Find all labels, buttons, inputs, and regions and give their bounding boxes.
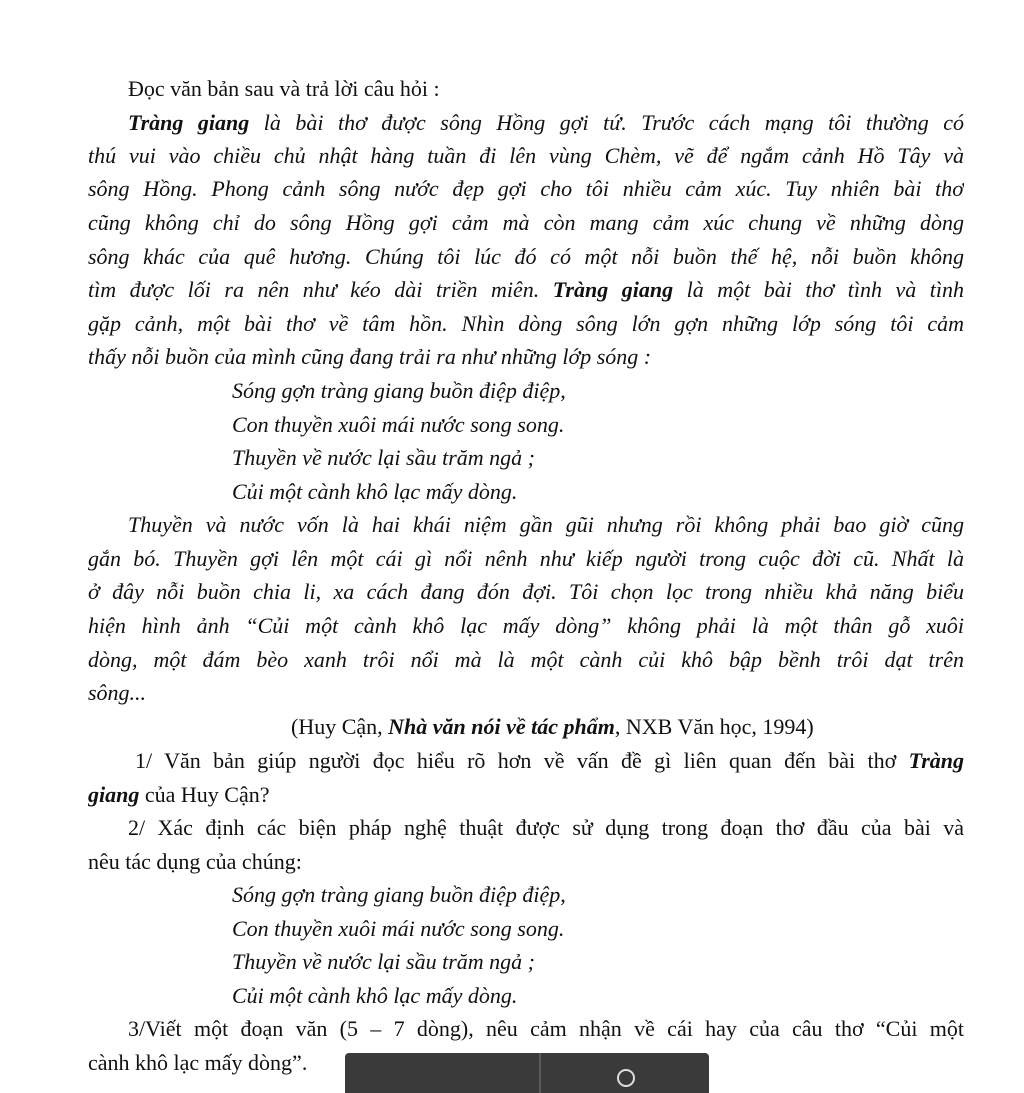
quote2-line-2: gắn bó. Thuyền gợi lên một cái gì nổi nênh như kiếp người trong cuộc đời cũ. Nhất là [88, 546, 964, 571]
source-citation [291, 710, 814, 743]
poem-title-bold: Tràng giang [552, 277, 674, 302]
quote-line-8: thấy nỗi buồn của mình cũng đang trải ra như những lớp sóng : [88, 344, 652, 369]
poem-line-3: Thuyền về nước lại sầu trăm ngả ; [232, 445, 535, 470]
question-1-line-2 [88, 778, 964, 811]
quote-line-1 [128, 106, 964, 139]
question-2-line-2: nêu tác dụng của chúng: [88, 849, 302, 874]
quote-text: là bài thơ được sông Hồng gợi tứ. Trước cách mạng tôi thường có [249, 110, 964, 135]
quote-line-2: thú vui vào chiều chủ nhật hàng tuần đi lên vùng Chèm, vẽ để ngắm cảnh Hồ Tây và [88, 143, 964, 168]
quote-text: là một bài thơ tình và tình [673, 277, 964, 302]
poem-title-bold: Tràng [908, 748, 964, 773]
quote-line-5: sông khác của quê hương. Chúng tôi lúc đó có một nỗi buồn thế hệ, nỗi buồn không [88, 244, 964, 269]
source-book-title: Nhà văn nói về tác phẩm [388, 714, 615, 739]
source-publisher: , NXB Văn học, 1994) [614, 714, 814, 739]
question-3-line-1: 3/Viết một đoạn văn (5 – 7 dòng), nêu cảm nhận về cái hay của câu thơ “Củi một [128, 1016, 964, 1041]
quote-line-6 [88, 273, 964, 306]
poem-title-bold: Tràng giang [128, 110, 250, 135]
quote2-line-4: hiện hình ảnh “Củi một cành khô lạc mấy dòng” không phải là một thân gỗ xuôi [88, 613, 964, 638]
poem2-line-1: Sóng gợn tràng giang buồn điệp điệp, [232, 882, 566, 907]
quote-line-7: gặp cảnh, một bài thơ về tâm hồn. Nhìn dòng sông lớn gợn những lớp sóng tôi cảm [88, 311, 964, 336]
poem2-line-3: Thuyền về nước lại sầu trăm ngả ; [232, 949, 535, 974]
question-2-line-1: 2/ Xác định các biện pháp nghệ thuật được sử dụng trong đoạn thơ đầu của bài và [128, 815, 964, 840]
quote2-line-5: dòng, một đám bèo xanh trôi nổi mà là một cành củi khô bập bềnh trôi dạt trên [88, 647, 964, 672]
question-1-line-1 [135, 744, 964, 777]
question-text: của Huy Cận? [139, 782, 270, 807]
floating-toolbar[interactable] [345, 1053, 709, 1093]
quote-line-3: sông Hồng. Phong cảnh sông nước đẹp gợi cho tôi nhiều cảm xúc. Tuy nhiên bài thơ [88, 176, 964, 201]
poem-title-bold: giang [88, 782, 140, 807]
quote2-line-3: ở đây nỗi buồn chia li, xa cách đang đón đợi. Tôi chọn lọc trong nhiều khả năng biểu [88, 579, 964, 604]
quote-line-4: cũng không chỉ do sông Hồng gợi cảm mà còn mang cảm xúc chung về những dòng [88, 210, 964, 235]
question-3-line-2: cành khô lạc mấy dòng”. [88, 1050, 308, 1075]
toolbar-divider [539, 1053, 541, 1093]
poem-line-4: Củi một cành khô lạc mấy dòng. [232, 479, 518, 504]
poem2-line-4: Củi một cành khô lạc mấy dòng. [232, 983, 518, 1008]
question-text: 1/ Văn bản giúp người đọc hiểu rõ hơn về vấn đề gì liên quan đến bài thơ [135, 748, 909, 773]
poem2-line-2: Con thuyền xuôi mái nước song song. [232, 916, 565, 941]
quote2-line-6: sông... [88, 680, 147, 705]
poem-line-1: Sóng gợn tràng giang buồn điệp điệp, [232, 378, 566, 403]
source-author: (Huy Cận, [291, 714, 389, 739]
quote-text: tìm được lối ra nên như kéo dài triền miên. [88, 277, 553, 302]
quote2-line-1: Thuyền và nước vốn là hai khái niệm gần gũi nhưng rồi không phải bao giờ cũng [128, 512, 964, 537]
poem-line-2: Con thuyền xuôi mái nước song song. [232, 412, 565, 437]
instruction: Đọc văn bản sau và trả lời câu hỏi : [128, 76, 440, 101]
search-icon[interactable] [617, 1069, 635, 1087]
